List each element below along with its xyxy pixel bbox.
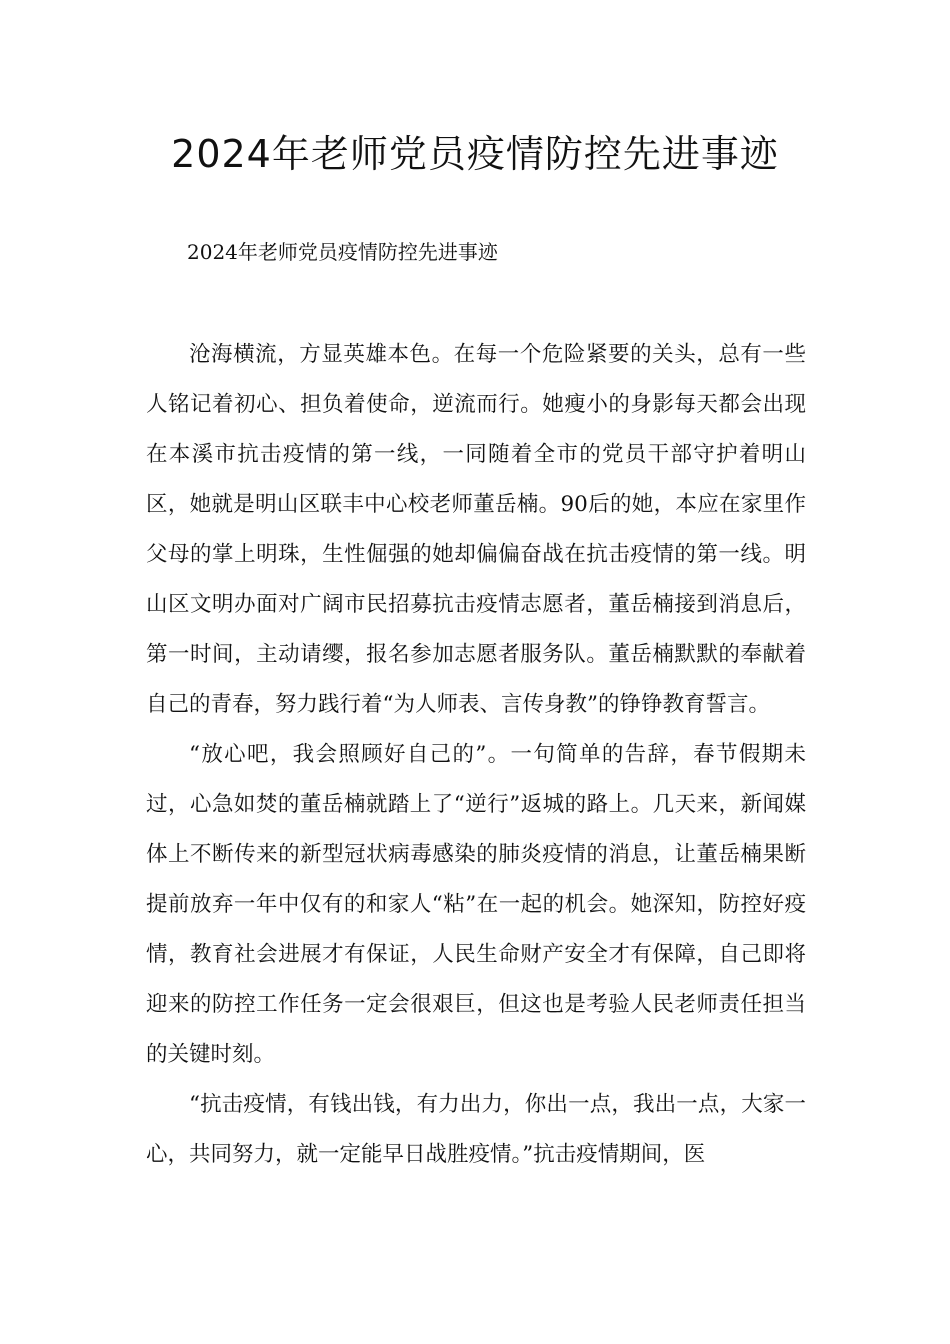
document-subtitle: 2024年老师党员疫情防控先进事迹 (187, 240, 498, 264)
document-title: 2024年老师党员疫情防控先进事迹 (171, 132, 779, 176)
paragraph: “放心吧，我会照顾好自己的”。一句简单的告辞，春节假期未过，心急如焚的董岳楠就踏上了“逆行”返城的路上。几天来，新闻媒体上不断传来的新型冠状病毒感染的肺炎疫情的消息，让董岳楠果断提前放弃一年中仅有的和家人“粘”在一起的机会。她深知，防控好疫情，教育社会进展才有保证，人民生命财产安全才有保障，自己即将迎来的防控工作任务一定会很艰巨，但这也是考验人民老师责任担当的关键时刻。 (146, 742, 806, 1067)
document-body (146, 330, 806, 1180)
paragraph: “抗击疫情，有钱出钱，有力出力，你出一点，我出一点，大家一心，共同努力，就一定能早日战胜疫情。”抗击疫情期间，医 (146, 1092, 806, 1167)
paragraph: 沧海横流，方显英雄本色。在每一个危险紧要的关头，总有一些人铭记着初心、担负着使命，逆流而行。她瘦小的身影每天都会出现在本溪市抗击疫情的第一线，一同随着全市的党员干部守护着明山区，她就是明山区联丰中心校老师董岳楠。90后的她，本应在家里作父母的掌上明珠，生性倔强的她却偏偏奋战在抗击疫情的第一线。明山区文明办面对广阔市民招募抗击疫情志愿者，董岳楠接到消息后，第一时间，主动请缨，报名参加志愿者服务队。董岳楠默默的奉献着自己的青春，努力践行着“为人师表、言传身教”的铮铮教育誓言。 (146, 342, 806, 717)
